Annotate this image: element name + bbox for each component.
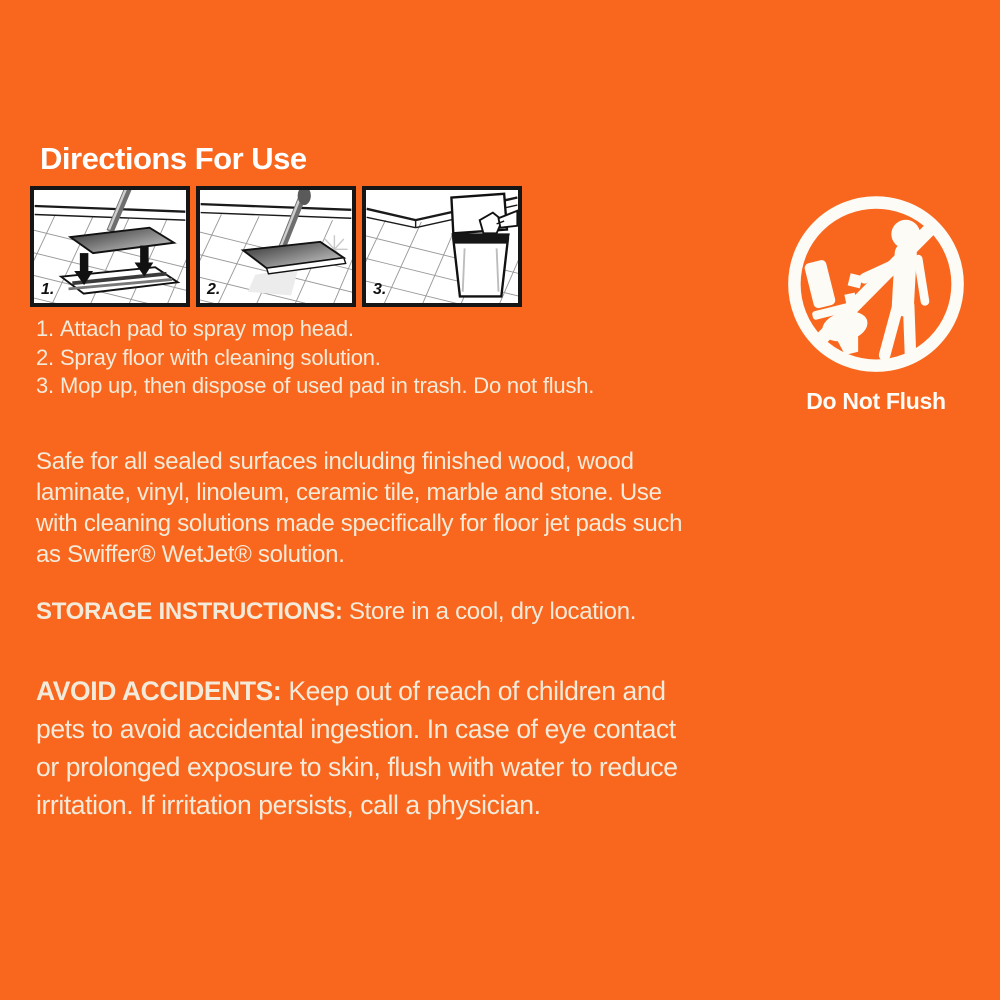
instruction-list — [36, 315, 594, 401]
spray-floor-illustration — [200, 190, 352, 303]
instruction-step-2-text: Spray floor with cleaning solution. — [59, 344, 381, 370]
avoid-accidents-label: AVOID ACCIDENTS: — [36, 676, 282, 706]
do-not-flush-caption: Do Not Flush — [806, 388, 946, 414]
instruction-step-2-number: 2. — [36, 344, 54, 370]
step-panel-3-number: 3. — [373, 281, 387, 298]
direction-step-panels — [30, 186, 522, 307]
instruction-step-3-number: 3. — [36, 373, 54, 398]
directions-title: Directions For Use — [40, 141, 307, 176]
instruction-step-1-text: Attach pad to spray mop head. — [59, 316, 354, 341]
safe-surfaces-paragraph: Safe for all sealed surfaces including finished wood, wood laminate, vinyl, linoleum, ceramic tile, marble and stone. Use with cleaning solutions made specifically for floor jet pads such as Swiffer® WetJet® solution. — [36, 448, 683, 568]
do-not-flush-icon — [778, 190, 974, 382]
step-panel-2 — [196, 186, 356, 307]
storage-instructions-text: Store in a cool, dry location. — [342, 598, 637, 625]
storage-instructions — [36, 598, 736, 626]
instruction-step-2 — [36, 344, 594, 373]
do-not-flush-block — [778, 190, 974, 415]
instruction-step-3-text: Mop up, then dispose of used pad in trash. Do not flush. — [59, 373, 595, 398]
avoid-accidents-text: Keep out of reach of children and pets to avoid accidental ingestion. In case of eye contact or prolonged exposure to skin, flush with water to reduce irritation. If irritation persists, call a physician. — [36, 676, 678, 820]
step-panel-2-number: 2. — [207, 281, 221, 298]
storage-instructions-label: STORAGE INSTRUCTIONS: — [36, 598, 343, 625]
instruction-step-1-number: 1. — [36, 316, 54, 341]
instruction-step-3 — [36, 372, 594, 401]
step-panel-3 — [362, 186, 522, 307]
avoid-accidents-paragraph — [36, 672, 701, 824]
step-panel-1 — [30, 186, 190, 307]
dispose-pad-illustration — [366, 190, 518, 303]
attach-pad-illustration — [34, 190, 186, 303]
instruction-step-1 — [36, 315, 594, 344]
step-panel-1-number: 1. — [41, 281, 55, 298]
